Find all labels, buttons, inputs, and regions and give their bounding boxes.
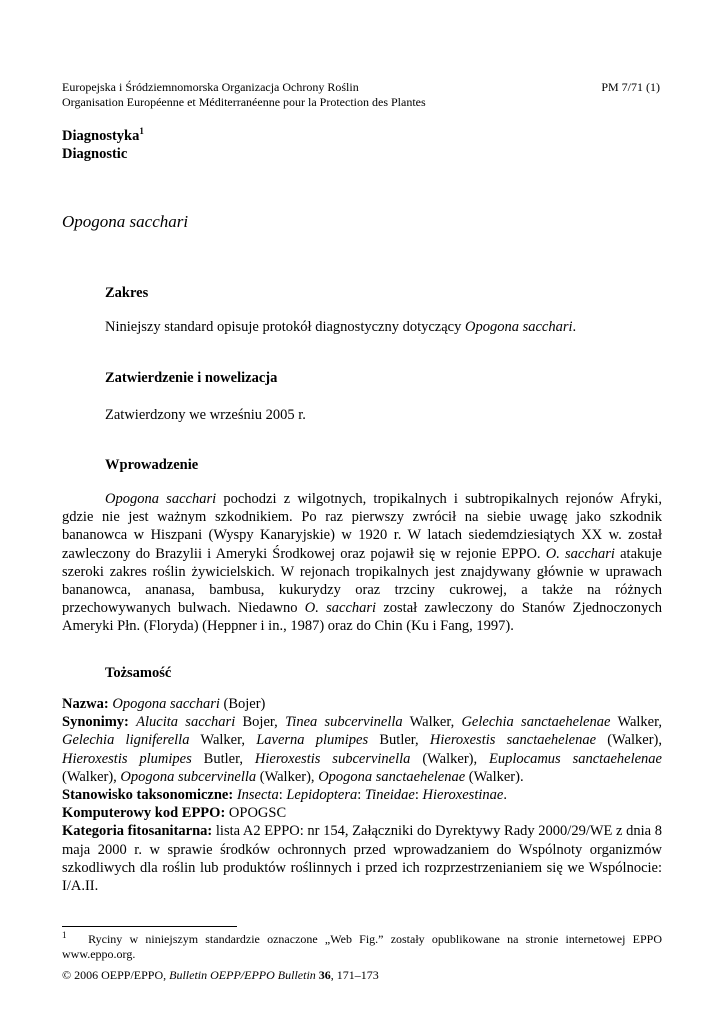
footnote-number: 1 (62, 930, 67, 940)
scope-heading: Zakres (105, 285, 149, 301)
footnote (62, 932, 662, 962)
footnote-text: Ryciny w niniejszym standardzie oznaczone „Web Fig.” zostały opublikowane na stronie internetowej EPPO www.eppo.org. (62, 932, 662, 961)
synonym-name: Hieroxestis sanctaehelenae (429, 732, 596, 749)
synonym-author: Walker, (610, 714, 662, 731)
synonym-name: Laverna plumipes (256, 732, 369, 749)
synonym-author: (Walker), (62, 768, 121, 785)
scope-text: Niniejszy standard opisuje protokół diagnostyczny dotyczący Opogona sacchari. (105, 319, 577, 335)
identity-taxonomy: Stanowisko taksonomiczne: Insecta: Lepidoptera: Tineidae: Hieroxestinae. (62, 787, 507, 804)
synonym-author: Bojer, (235, 714, 286, 731)
synonym-name: Gelechia ligniferella (62, 732, 190, 749)
synonym-author: Walker, (189, 732, 257, 749)
synonym-author: Butler, (191, 750, 255, 767)
species-title: Opogona sacchari (62, 212, 189, 231)
intro-paragraph: Opogona sacchari pochodzi z wilgotnych, tropikalnych i subtropikalnych rejonów Afryki, gdzie nie jest ważnym szkodnikiem. Po raz pierwszy zwrócił na siebie uwagę jako szkodnik bananowca w Hiszpani (Wyspy Kanaryjskie) w 1920 r. W latach siedemdziesiątych XX w. został zawleczony do Brazylii i Ameryki Środkowej oraz pojawił się w rejonie EPPO. O. sacchari atakuje szeroki zakres roślin żywicielskich. W rejonach tropikalnych jest znajdywany głównie w uprawach bananowca, ananasa, bambusa, kukurydzy oraz trzciny cukrowej, a także na różnych przechowywanych bulwach. Niedawno O. sacchari został zawleczony do Stanów Zjednoczonych Ameryki Płn. (Floryda) (Heppner i in., 1987) oraz do Chin (Ku i Fang, 1997). (62, 491, 662, 635)
synonym-name: Hieroxestis subcervinella (254, 750, 411, 767)
org-name-french: Organisation Européenne et Méditerranéenne pour la Protection des Plantes (62, 95, 426, 109)
synonym-author: Walker, (402, 714, 462, 731)
synonym-name: Euplocamus sanctaehelenae (489, 750, 662, 767)
synonym-author: (Walker). (465, 768, 524, 785)
approval-text: Zatwierdzony we wrześniu 2005 r. (105, 407, 306, 423)
identity-heading: Tożsamość (105, 665, 172, 681)
running-header (62, 80, 662, 110)
document-code: PM 7/71 (1) (601, 80, 660, 94)
diagnostic-title-pl: Diagnostyka (62, 128, 140, 144)
approval-heading: Zatwierdzenie i nowelizacja (105, 370, 278, 386)
copyright-line: © 2006 OEPP/EPPO, Bulletin OEPP/EPPO Bulletin 36, 171–173 (62, 968, 379, 982)
synonym-author: (Walker), (256, 768, 319, 785)
identity-phytosanitary-category: Kategoria fitosanitarna: lista A2 EPPO: nr 154, Załączniki do Dyrektywy Rady 2000/29/WE z dnia 8 maja 2000 r. w sprawie środków ochronnych przed wprowadzaniem do Wspólnoty organizmów szkodliwych dla roślin lub produktów roślinnych i przed ich rozprzestrzenianiem się we Wspólnocie: I/A.II. (62, 823, 662, 895)
org-name-polish: Europejska i Śródziemnomorska Organizacja Ochrony Roślin (62, 80, 359, 94)
synonym-author: (Walker), (596, 732, 663, 749)
synonym-name: Opogona subcervinella (120, 768, 257, 785)
identity-eppo-code: Komputerowy kod EPPO: OPOGSC (62, 805, 287, 822)
diagnostic-title (62, 127, 144, 163)
synonym-name: Hieroxestis plumipes (62, 750, 192, 767)
synonym-name: Alucita sacchari (136, 714, 236, 731)
footnote-divider (62, 926, 237, 927)
intro-heading: Wprowadzenie (105, 457, 199, 473)
synonym-name: Opogona sanctaehelenae (318, 768, 466, 785)
identity-name: Nazwa: Opogona sacchari (Bojer) (62, 696, 266, 712)
diagnostic-title-en: Diagnostic (62, 146, 128, 162)
identity-synonyms: Synonimy: Alucita sacchari Bojer, Tinea subcervinella Walker, Gelechia sanctaehelenae Walker, Gelechia ligniferella Walker, Laverna plumipes Butler, Hieroxestis sanctaehelenae (Walker), Hieroxestis plumipes Butler, Hieroxestis subcervinella (Walker), Euplocamus sanctaehelenae (Walker), Opogona subcervinella (Walker), Opogona sanctaehelenae (Walker). (62, 714, 663, 785)
synonym-author: (Walker), (410, 750, 490, 767)
identity-block (62, 695, 662, 895)
footnote-marker: 1 (139, 126, 144, 137)
synonym-author: Butler, (368, 732, 430, 749)
synonym-name: Gelechia sanctaehelenae (461, 714, 611, 731)
synonym-name: Tinea subcervinella (285, 714, 403, 731)
